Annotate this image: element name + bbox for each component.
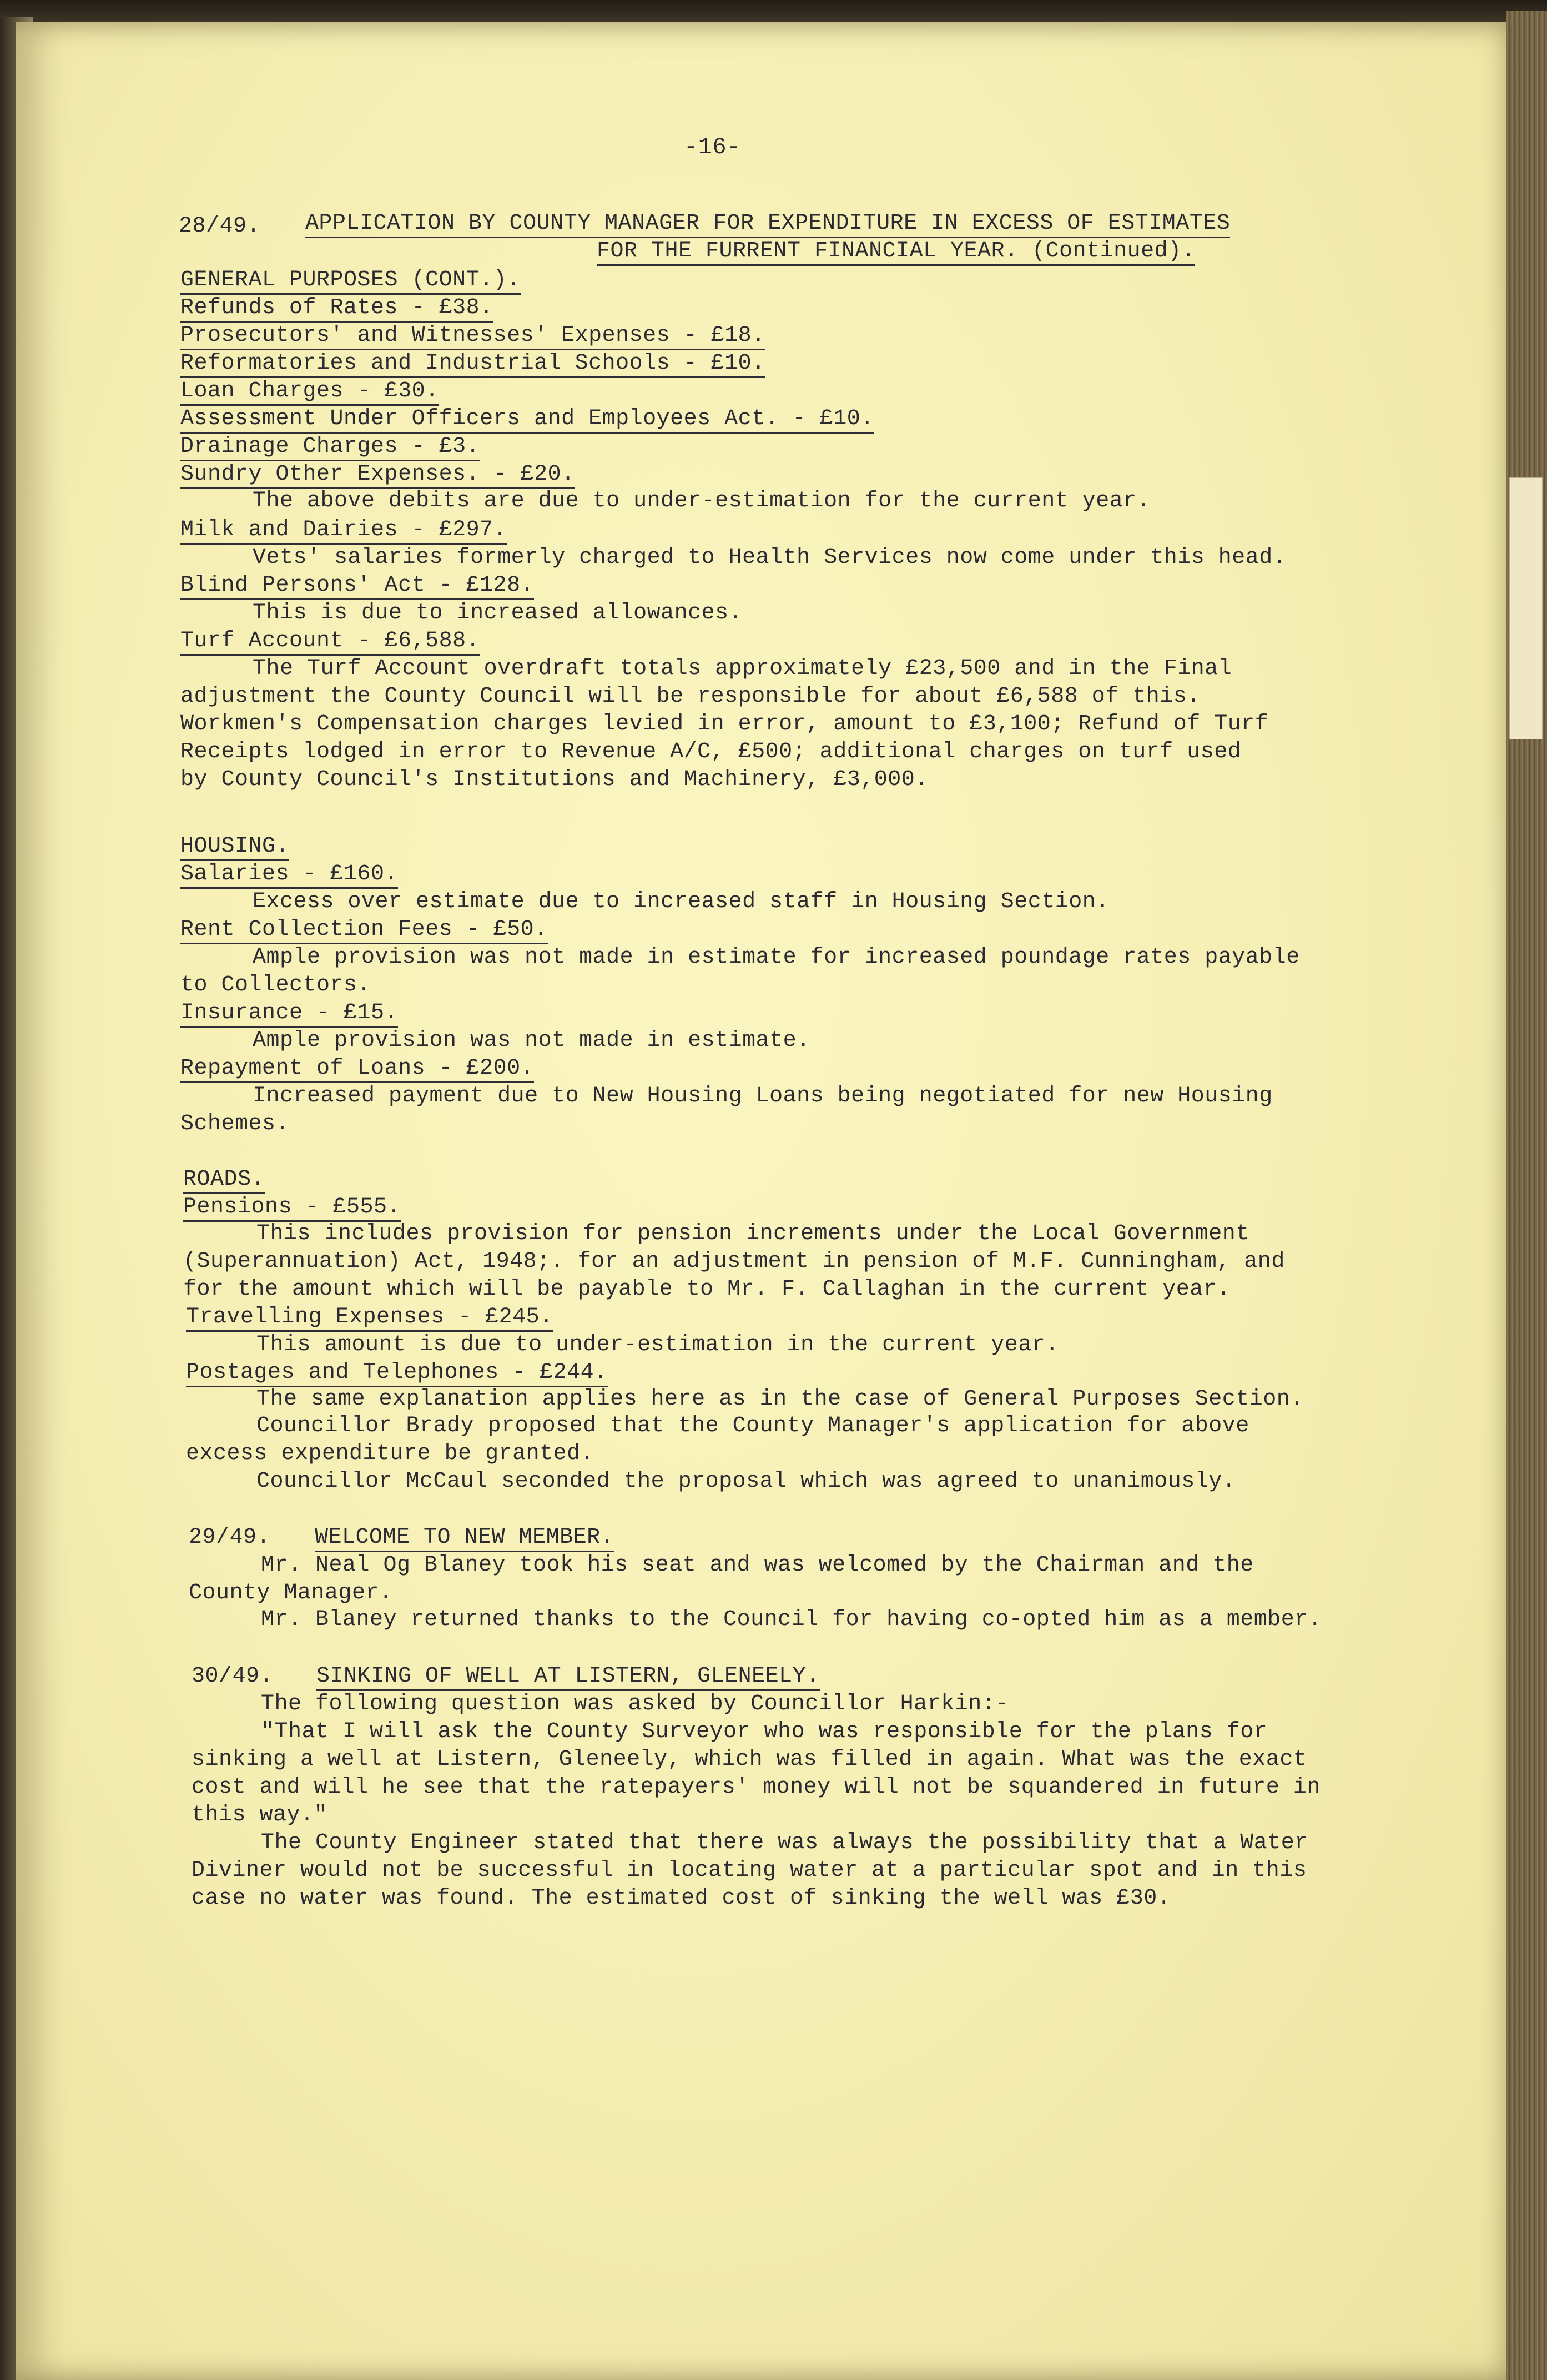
page-stack-edge — [1506, 11, 1547, 2380]
item-30-answer-line-2: Diviner would not be successful in locating water at a particular spot and in this — [192, 1858, 1307, 1883]
item-29-number: 29/49. — [189, 1525, 271, 1550]
blind-persons-note: This is due to increased allowances. — [253, 601, 743, 626]
general-purposes-heading: GENERAL PURPOSES (CONT.). — [180, 268, 521, 295]
item-30-question-line-1: "That I will ask the County Surveyor who was responsible for the plans for — [261, 1719, 1268, 1744]
roads-postages-heading: Postages and Telephones - £244. — [186, 1360, 608, 1387]
roads-pensions-line-3: for the amount which will be payable to Mr. F. Callaghan in the current year. — [183, 1277, 1231, 1302]
item-29-line-1: Mr. Neal Og Blaney took his seat and was welcomed by the Chairman and the — [261, 1553, 1254, 1578]
housing-repayment-note-1: Increased payment due to New Housing Loans being negotiated for new Housing — [253, 1084, 1273, 1109]
item-29-title: WELCOME TO NEW MEMBER. — [315, 1525, 614, 1552]
item-28-title-line1: APPLICATION BY COUNTY MANAGER FOR EXPENDITURE IN EXCESS OF ESTIMATES — [305, 211, 1230, 238]
turf-line-5: by County Council's Institutions and Machinery, £3,000. — [180, 767, 929, 792]
housing-heading: HOUSING. — [180, 834, 289, 861]
gp-note-under-estimation: The above debits are due to under-estimation for the current year. — [253, 489, 1151, 514]
roads-postages-note: The same explanation applies here as in the case of General Purposes Section. — [256, 1387, 1304, 1412]
roads-seconded: Councillor McCaul seconded the proposal which was agreed to unanimously. — [256, 1469, 1236, 1494]
roads-proposal-line-1: Councillor Brady proposed that the County Manager's application for above — [256, 1413, 1249, 1438]
housing-salaries-note: Excess over estimate due to increased staff in Housing Section. — [253, 889, 1110, 914]
turf-line-4: Receipts lodged in error to Revenue A/C, £500; additional charges on turf used — [180, 739, 1242, 764]
gp-item-loan-charges: Loan Charges - £30. — [180, 379, 439, 406]
item-29-line-2: County Manager. — [189, 1581, 393, 1606]
roads-pensions-line-2: (Superannuation) Act, 1948;. for an adjustment in pension of M.F. Cunningham, and — [183, 1249, 1285, 1274]
item-30-answer-line-1: The County Engineer stated that there was always the possibility that a Water — [261, 1830, 1308, 1855]
roads-travelling-note: This amount is due to under-estimation in the current year. — [256, 1332, 1059, 1357]
turf-line-2: adjustment the County Council will be responsible for about £6,588 of this. — [180, 684, 1201, 709]
milk-dairies-heading: Milk and Dairies - £297. — [180, 517, 507, 545]
gp-item-sundry: Sundry Other Expenses. - £20. — [180, 462, 575, 489]
housing-repayment-note-2: Schemes. — [180, 1111, 290, 1136]
blind-persons-heading: Blind Persons' Act - £128. — [180, 573, 534, 600]
gp-item-reformatories: Reformatories and Industrial Schools - £10. — [180, 351, 765, 378]
roads-pensions-line-1: This includes provision for pension increments under the Local Government — [256, 1221, 1249, 1246]
item-28-title-line2: FOR THE FURRENT FINANCIAL YEAR. (Continued). — [597, 239, 1195, 266]
housing-insurance-heading: Insurance - £15. — [180, 1000, 398, 1028]
housing-repayment-heading: Repayment of Loans - £200. — [180, 1056, 534, 1083]
item-30-number: 30/49. — [192, 1664, 274, 1689]
item-30-question-line-2: sinking a well at Listern, Gleneely, which was filled in again. What was the exact — [192, 1747, 1307, 1772]
item-30-intro: The following question was asked by Councillor Harkin:- — [261, 1692, 1009, 1717]
gp-item-refunds: Refunds of Rates - £38. — [180, 295, 493, 323]
milk-dairies-note: Vets' salaries formerly charged to Health Services now come under this head. — [253, 545, 1287, 570]
item-30-question-line-4: this way." — [192, 1803, 328, 1828]
turf-line-1: The Turf Account overdraft totals approximately £23,500 and in the Final — [253, 656, 1232, 681]
item-29-line-3: Mr. Blaney returned thanks to the Council for having co-opted him as a member. — [261, 1607, 1322, 1632]
housing-rent-note-1: Ample provision was not made in estimate for increased poundage rates payable — [253, 945, 1300, 970]
roads-travelling-heading: Travelling Expenses - £245. — [186, 1305, 553, 1332]
gp-item-drainage: Drainage Charges - £3. — [180, 434, 480, 461]
item-30-question-line-3: cost and will he see that the ratepayers' money will not be squandered in future in — [192, 1775, 1321, 1800]
turf-account-heading: Turf Account - £6,588. — [180, 628, 480, 656]
index-tab — [1509, 477, 1543, 739]
housing-insurance-note: Ample provision was not made in estimate. — [253, 1028, 810, 1053]
roads-proposal-line-2: excess expenditure be granted. — [186, 1441, 594, 1466]
housing-rent-heading: Rent Collection Fees - £50. — [180, 917, 548, 944]
gp-item-prosecutors: Prosecutors' and Witnesses' Expenses - £18. — [180, 323, 765, 350]
turf-line-3: Workmen's Compensation charges levied in error, amount to £3,100; Refund of Turf — [180, 712, 1269, 737]
roads-pensions-heading: Pensions - £555. — [183, 1195, 401, 1222]
gp-item-assessment: Assessment Under Officers and Employees Act. - £10. — [180, 406, 874, 434]
page-number: -16- — [684, 134, 741, 160]
housing-rent-note-2: to Collectors. — [180, 973, 371, 998]
item-28-number: 28/49. — [179, 214, 261, 239]
housing-salaries-heading: Salaries - £160. — [180, 862, 398, 889]
item-30-answer-line-3: case no water was found. The estimated cost of sinking the well was £30. — [192, 1886, 1171, 1911]
roads-heading: ROADS. — [183, 1167, 265, 1194]
item-30-title: SINKING OF WELL AT LISTERN, GLENEELY. — [316, 1664, 820, 1691]
